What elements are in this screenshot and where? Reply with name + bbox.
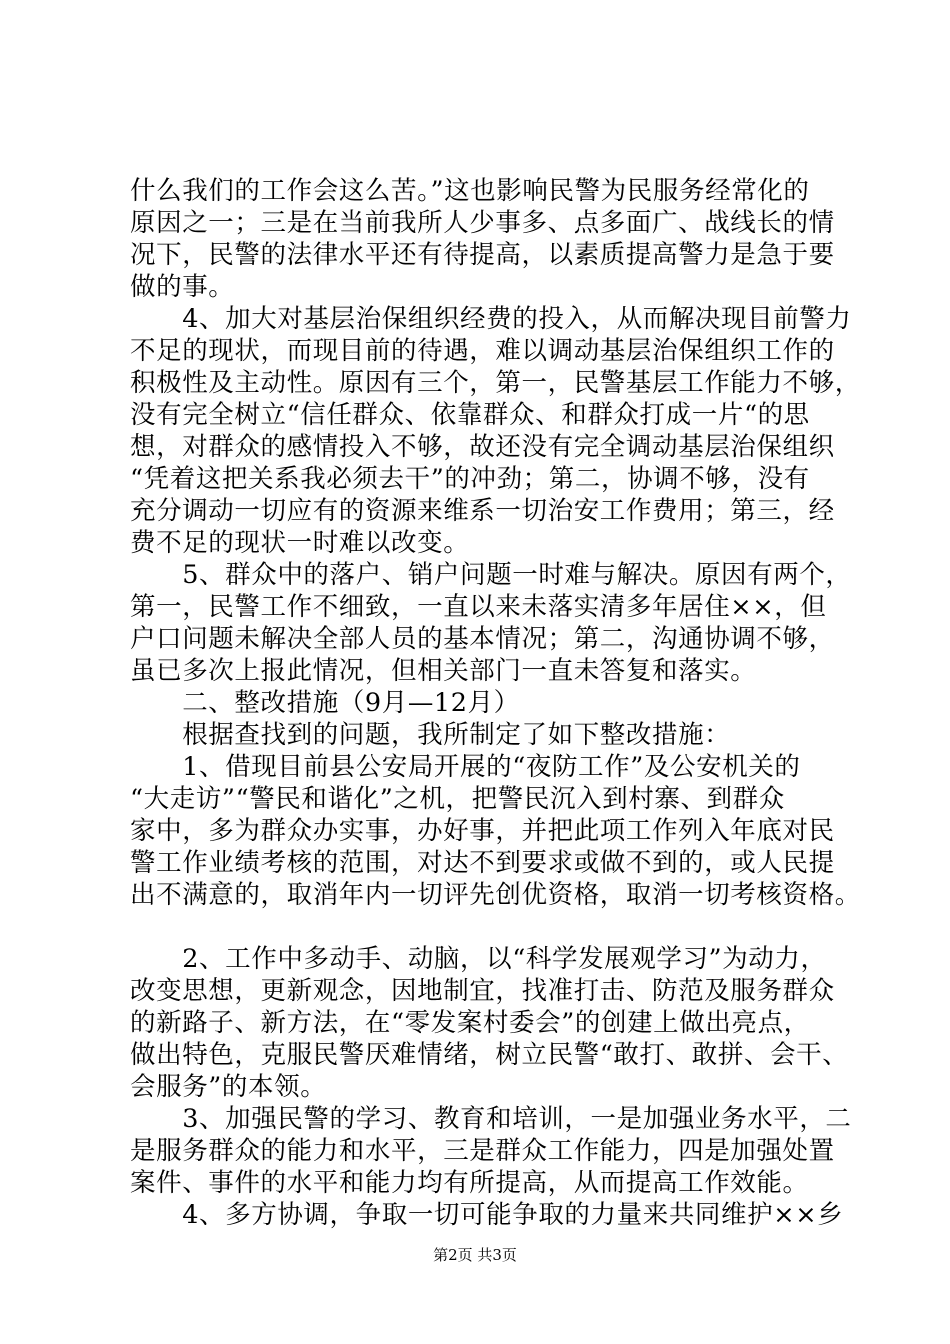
text-line: 是服务群众的能力和水平，三是群众工作能力，四是加强处置 [130,1136,835,1166]
text-line: 不足的现状，而现目前的待遇，难以调动基层治保组织工作的 [130,336,835,366]
text-line: 做出特色，克服民警厌难情绪，树立民警“敢打、敢拼、会干、 [130,1040,849,1070]
text-line: 什么我们的工作会这么苦。”这也影响民警为民服务经常化的 [130,176,810,206]
text-line: 充分调动一切应有的资源来维系一切治安工作费用；第三，经 [130,496,835,526]
section-heading: 二、整改措施（9月—12月） [130,688,520,718]
text-line: 根据查找到的问题，我所制定了如下整改措施： [130,720,731,750]
text-line: “大走访”“警民和谐化”之机，把警民沉入到村寨、到群众 [130,784,785,814]
text-line: 2、工作中多动手、动脑，以“科学发展观学习”为动力， [130,944,827,974]
text-line: 会服务”的本领。 [130,1072,327,1102]
text-line: 况下，民警的法律水平还有待提高，以素质提高警力是急于要 [130,240,835,270]
text-line: 的新路子、新方法，在“零发案村委会”的创建上做出亮点， [130,1008,810,1038]
page-footer: 第2页 共3页 [433,1246,517,1264]
text-line: 4、多方协调，争取一切可能争取的力量来共同维护××乡 [130,1200,844,1230]
text-line: 积极性及主动性。原因有三个，第一，民警基层工作能力不够， [130,368,861,398]
text-line: 出不满意的，取消年内一切评先创优资格，取消一切考核资格。 [130,880,861,910]
text-line: 警工作业绩考核的范围，对达不到要求或做不到的，或人民提 [130,848,835,878]
text-line: 家中，多为群众办实事，办好事，并把此项工作列入年底对民 [130,816,835,846]
text-line: 改变思想，更新观念，因地制宜，找准打击、防范及服务群众 [130,976,835,1006]
text-line: 4、加大对基层治保组织经费的投入，从而解决现目前警力 [130,304,852,334]
text-line: 虽已多次上报此情况，但相关部门一直未答复和落实。 [130,656,757,686]
text-line: 1、借现目前县公安局开展的“夜防工作”及公安机关的 [130,752,801,782]
text-line: 3、加强民警的学习、教育和培训，一是加强业务水平，二 [130,1104,852,1134]
text-line: 想，对群众的感情投入不够，故还没有完全调动基层治保组织 [130,432,835,462]
text-line: “凭着这把关系我必须去干”的冲劲；第二，协调不够，没有 [130,464,810,494]
text-line: 5、群众中的落户、销户问题一时难与解决。原因有两个， [130,560,852,590]
text-line: 第一，民警工作不细致，一直以来未落实清多年居住××，但 [130,592,827,622]
text-line: 原因之一；三是在当前我所人少事多、点多面广、战线长的情 [130,208,835,238]
text-line: 没有完全树立“信任群众、依靠群众、和群众打成一片“的思 [130,400,810,430]
text-line: 做的事。 [130,272,235,302]
text-line: 户口问题未解决全部人员的基本情况；第二，沟通协调不够， [130,624,835,654]
text-line: 案件、事件的水平和能力均有所提高，从而提高工作效能。 [130,1168,809,1198]
text-line: 费不足的现状一时难以改变。 [130,528,470,558]
